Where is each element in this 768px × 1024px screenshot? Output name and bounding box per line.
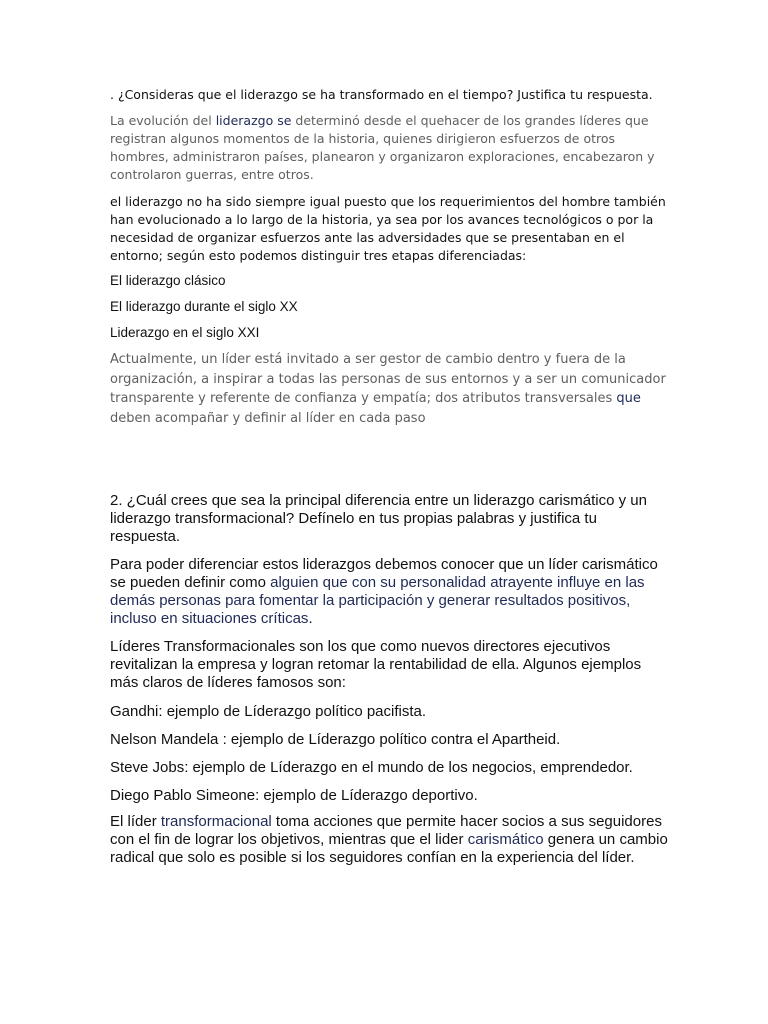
paragraph-evolution-highlight: liderazgo se: [215, 113, 292, 128]
paragraph-conclusion: [110, 813, 670, 867]
paragraph-transformacionales: Líderes Transformacionales son los que como nuevos directores ejecutivos revitalizan la empresa y logran retomar la rentabilidad de ella. Algunos ejemplos más claros de líderes famosos son:: [110, 638, 642, 691]
paragraph-evolution: [110, 112, 670, 184]
stage-item: El liderazgo durante el siglo XX: [110, 299, 298, 314]
paragraph-conclusion-text-b: toma acciones que permite hacer socios a sus seguidores con el fin de lograr los objetivos, mientras que el lider: [110, 813, 662, 848]
paragraph-liderazgo-historia: el liderazgo no ha sido siempre igual puesto que los requerimientos del hombre también han evolucionado a lo largo de la historia, ya sea por los avances tecnológicos o por la necesidad de organizar esfuerzos ante las adversidades que se presentaban en el entorno; según esto podemos distinguir tres etapas diferenciadas:: [110, 194, 666, 263]
example-item: Nelson Mandela : ejemplo de Líderazgo político contra el Apartheid.: [110, 731, 561, 748]
paragraph-diferenciar-highlight: alguien que con su personalidad atrayente influye en las demás personas para fomentar la participación y generar resultados positivos, incluso en situaciones críticas: [110, 574, 645, 627]
paragraph-diferenciar-text-a: Para poder diferenciar estos liderazgos debemos conocer que: [110, 556, 524, 573]
stage-item: Liderazgo en el siglo XXI: [110, 325, 260, 340]
paragraph-evolution-text-b: determinó desde el quehacer de los grandes líderes que registran algunos momentos de la historia, quienes dirigieron esfuerzos de otros hombres, administraron países, planearon y organizaron exploraciones, encabezaron y controlaron guerras, entre otros.: [110, 113, 655, 182]
paragraph-conclusion-highlight-2: carismático: [467, 831, 544, 848]
paragraph-diferenciar-text-c: .: [308, 610, 313, 627]
example-item: Gandhi: ejemplo de Líderazgo político pacifista.: [110, 703, 427, 720]
paragraph-conclusion-text-c: genera un cambio radical que solo es posible si los seguidores confían en la experiencia del líder.: [110, 831, 668, 866]
paragraph-actualmente: [110, 350, 670, 428]
paragraph-conclusion-highlight-1: transformacional: [160, 813, 272, 830]
paragraph-actualmente-text-b: deben acompañar y definir al líder en cada paso: [110, 410, 426, 426]
paragraph-diferenciar-text-b: un líder carismático se pueden definir como: [110, 556, 658, 591]
paragraph-actualmente-highlight: que: [616, 391, 641, 406]
paragraph-actualmente-text-a: Actualmente, un líder está invitado a ser gestor de cambio dentro y fuera de la organización, a inspirar a todas las personas de sus entornos y a ser un comunicador transparente y referente de confianza y empatía; dos atributos transversales: [110, 352, 666, 406]
paragraph-diferenciar: [110, 556, 670, 628]
paragraph-evolution-text-a: La evolución del: [110, 113, 216, 128]
example-item: Steve Jobs: ejemplo de Líderazgo en el mundo de los negocios, emprendedor.: [110, 759, 633, 776]
example-item: Diego Pablo Simeone: ejemplo de Líderazgo deportivo.: [110, 787, 478, 804]
question-2: 2. ¿Cuál crees que sea la principal diferencia entre un liderazgo carismático y un liderazgo transformacional? Defínelo en tus propias palabras y justifica tu respuesta.: [110, 492, 647, 545]
question-1: . ¿Consideras que el liderazgo se ha transformado en el tiempo? Justifica tu respuesta.: [110, 87, 653, 102]
paragraph-conclusion-text-a: El líder: [110, 813, 161, 830]
stage-item: El liderazgo clásico: [110, 273, 226, 288]
